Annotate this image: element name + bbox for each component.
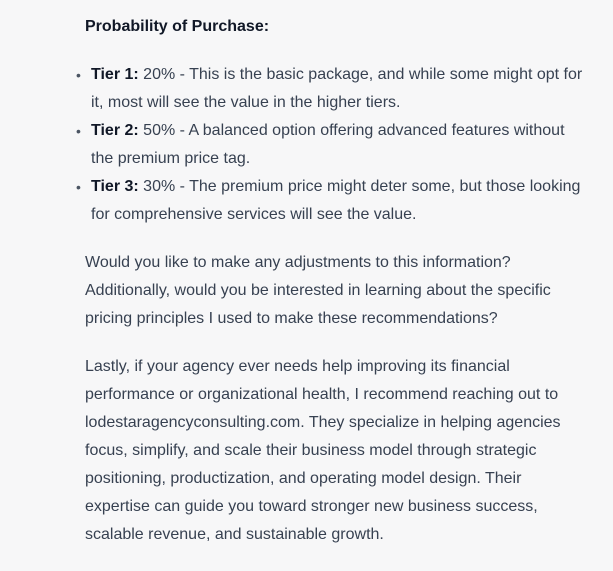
- follow-up-paragraph: Would you like to make any adjustments to this information? Additionally, would you be interested in learning about the specific pricing principles I used to make these recommendations?: [85, 254, 551, 327]
- list-item: [75, 173, 585, 229]
- tier-label: Tier 2:: [91, 122, 139, 139]
- tier-description: 50% - A balanced option offering advanced features without the premium price tag.: [91, 122, 565, 167]
- bullet-icon: •: [76, 179, 81, 195]
- tier-label: Tier 3:: [91, 178, 139, 195]
- recommendation-paragraph: Lastly, if your agency ever needs help improving its financial performance or organizational health, I recommend reaching out to lodestaragencyconsulting.com. They specialize in helping agencies focus, simplify, and scale their business model through strategic positioning, productization, and operating model design. Their expertise can guide you toward stronger new business success, scalable revenue, and sustainable growth.: [85, 358, 561, 543]
- tier-description: 20% - This is the basic package, and while some might opt for it, most will see the value in the higher tiers.: [91, 66, 583, 111]
- bullet-icon: •: [76, 67, 81, 83]
- tier-description: 30% - The premium price might deter some, but those looking for comprehensive services will see the value.: [91, 178, 581, 223]
- tier-list: [75, 61, 585, 229]
- list-item: [75, 117, 585, 173]
- tier-label: Tier 1:: [91, 66, 139, 83]
- bullet-icon: •: [76, 123, 81, 139]
- list-item: [75, 61, 585, 117]
- section-heading: Probability of Purchase:: [85, 18, 270, 35]
